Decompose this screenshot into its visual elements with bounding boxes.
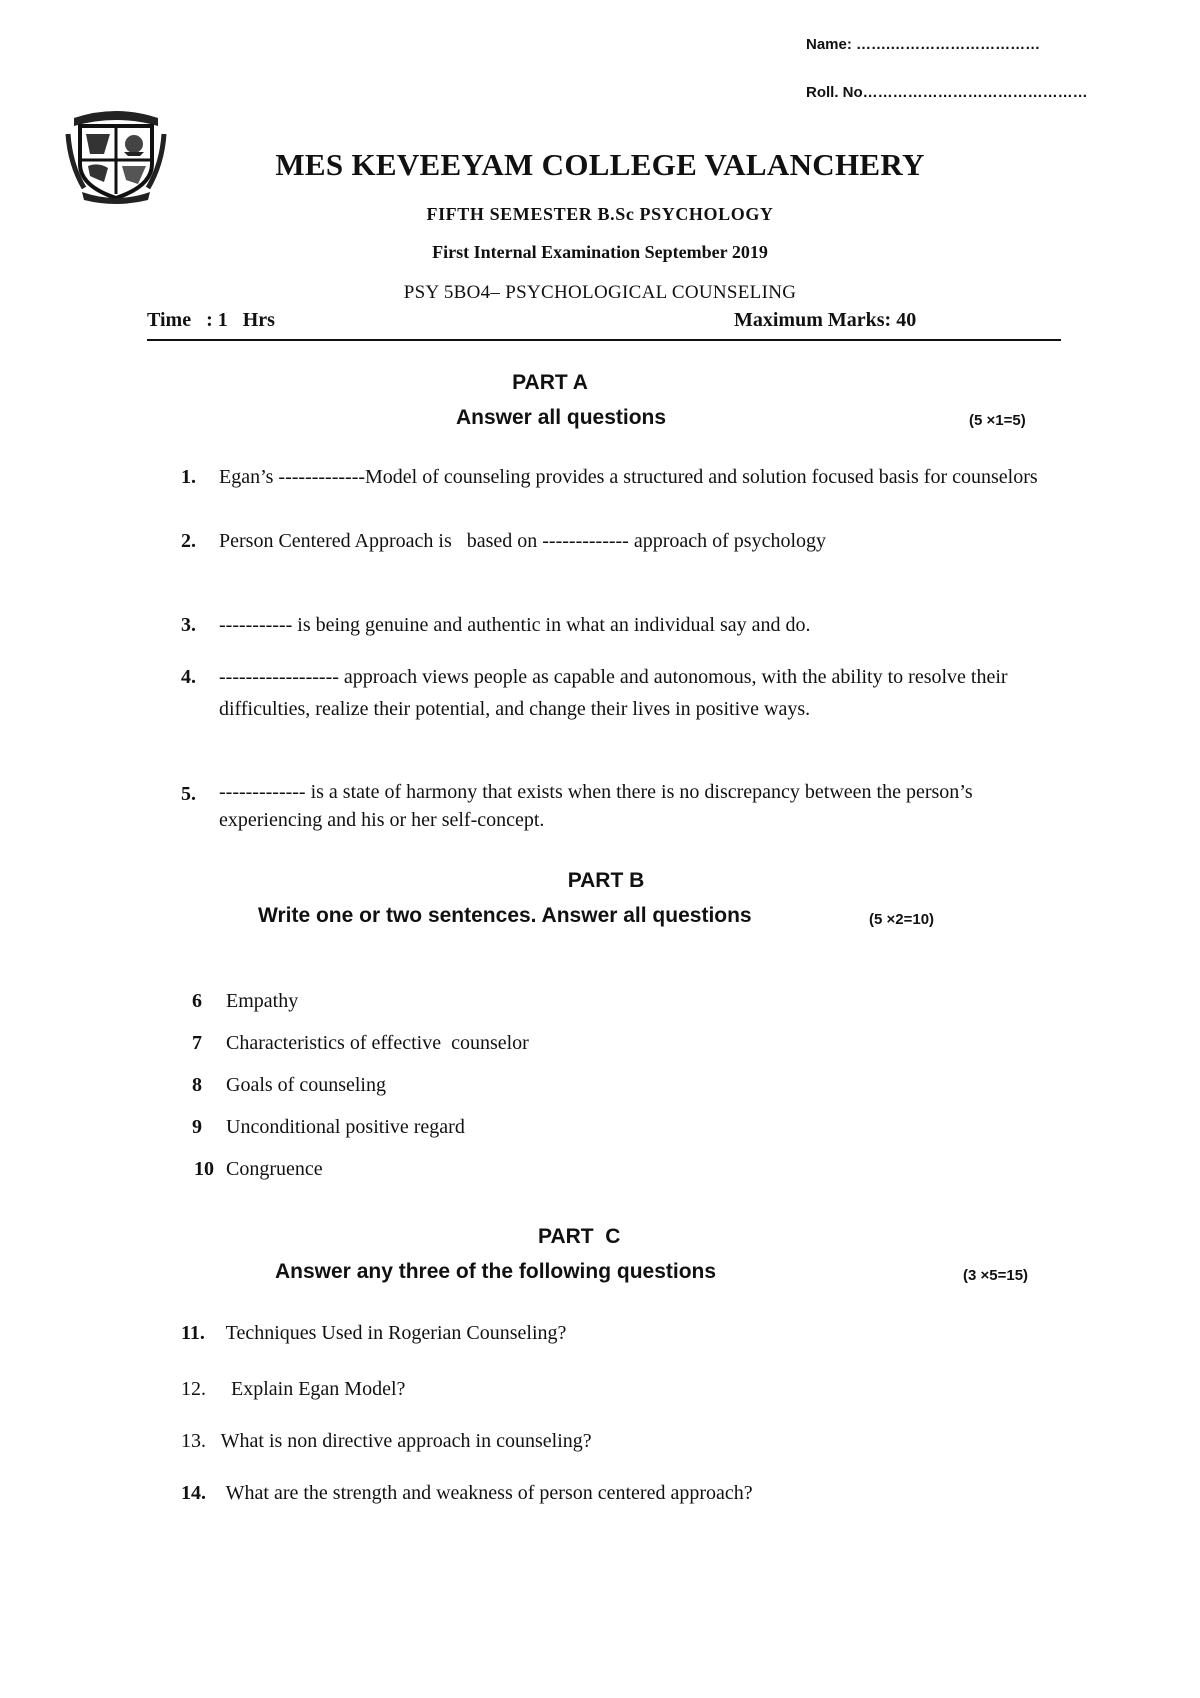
question-text: Techniques Used in Rogerian Counseling? <box>216 1322 567 1344</box>
part-c-instruction: Answer any three of the following questions <box>275 1260 717 1283</box>
part-b-heading: PART B <box>567 869 645 892</box>
question-text: What are the strength and weakness of person centered approach? <box>216 1482 753 1504</box>
question-text: Egan’s -------------Model of counseling provides a structured and solution focused basis for counselors <box>219 466 1038 488</box>
question-number: 2. <box>181 530 196 552</box>
part-a-instruction: Answer all questions <box>456 406 667 429</box>
part-a-marks: (5 ×1=5) <box>969 412 1026 429</box>
question-text: Congruence <box>226 1158 323 1180</box>
question-text: ------------------ approach views people as capable and autonomous, with the ability to resolve their difficulties, realize their potential, and change their lives in positive ways. <box>219 666 1008 720</box>
question-number: 6 <box>192 990 202 1012</box>
header-divider <box>147 339 1061 341</box>
question-text: Empathy <box>226 990 299 1012</box>
semester-line: FIFTH SEMESTER B.Sc PSYCHOLOGY <box>426 204 774 224</box>
question-number: 10 <box>194 1158 214 1180</box>
question-text: ------------- is a state of harmony that exists when there is no discrepancy between the person’s experiencing and his or her self-concept. <box>219 781 973 831</box>
part-c-marks: (3 ×5=15) <box>963 1267 1029 1284</box>
course-line: PSY 5BO4– PSYCHOLOGICAL COUNSELING <box>403 282 797 303</box>
time-allowed: Time : 1 Hrs <box>147 309 275 331</box>
part-b-instruction: Write one or two sentences. Answer all questions <box>258 904 752 927</box>
question-text: Person Centered Approach is based on ------------- approach of psychology <box>219 530 827 552</box>
question-number: 3. <box>181 614 196 636</box>
part-b-marks: (5 ×2=10) <box>869 911 935 928</box>
question-text: What is non directive approach in counseling? <box>216 1430 592 1452</box>
question-number: 12. <box>181 1378 206 1400</box>
question-text: Goals of counseling <box>226 1074 386 1096</box>
question-number: 8 <box>192 1074 202 1096</box>
roll-number-field: Roll. No……………………………………… <box>806 84 1088 101</box>
name-field: Name: …….………………………… <box>806 36 1041 53</box>
question-number: 4. <box>181 666 196 688</box>
question-text: Explain Egan Model? <box>216 1378 406 1400</box>
question-text: Characteristics of effective counselor <box>226 1032 529 1054</box>
question-number: 14. <box>181 1482 206 1504</box>
college-title: MES KEVEEYAM COLLEGE VALANCHERY <box>275 147 925 182</box>
question-number: 13. <box>181 1430 206 1452</box>
question-text: Unconditional positive regard <box>226 1116 465 1138</box>
exam-line: First Internal Examination September 2019 <box>432 242 768 262</box>
question-number: 9 <box>192 1116 202 1138</box>
question-number: 11. <box>181 1322 205 1344</box>
maximum-marks: Maximum Marks: 40 <box>734 309 917 331</box>
part-a-heading: PART A <box>512 371 588 394</box>
question-number: 5. <box>181 783 196 805</box>
question-number: 7 <box>192 1032 202 1054</box>
question-text: ----------- is being genuine and authentic in what an individual say and do. <box>219 614 811 636</box>
question-number: 1. <box>181 466 196 488</box>
part-c-heading: PART C <box>538 1225 621 1248</box>
